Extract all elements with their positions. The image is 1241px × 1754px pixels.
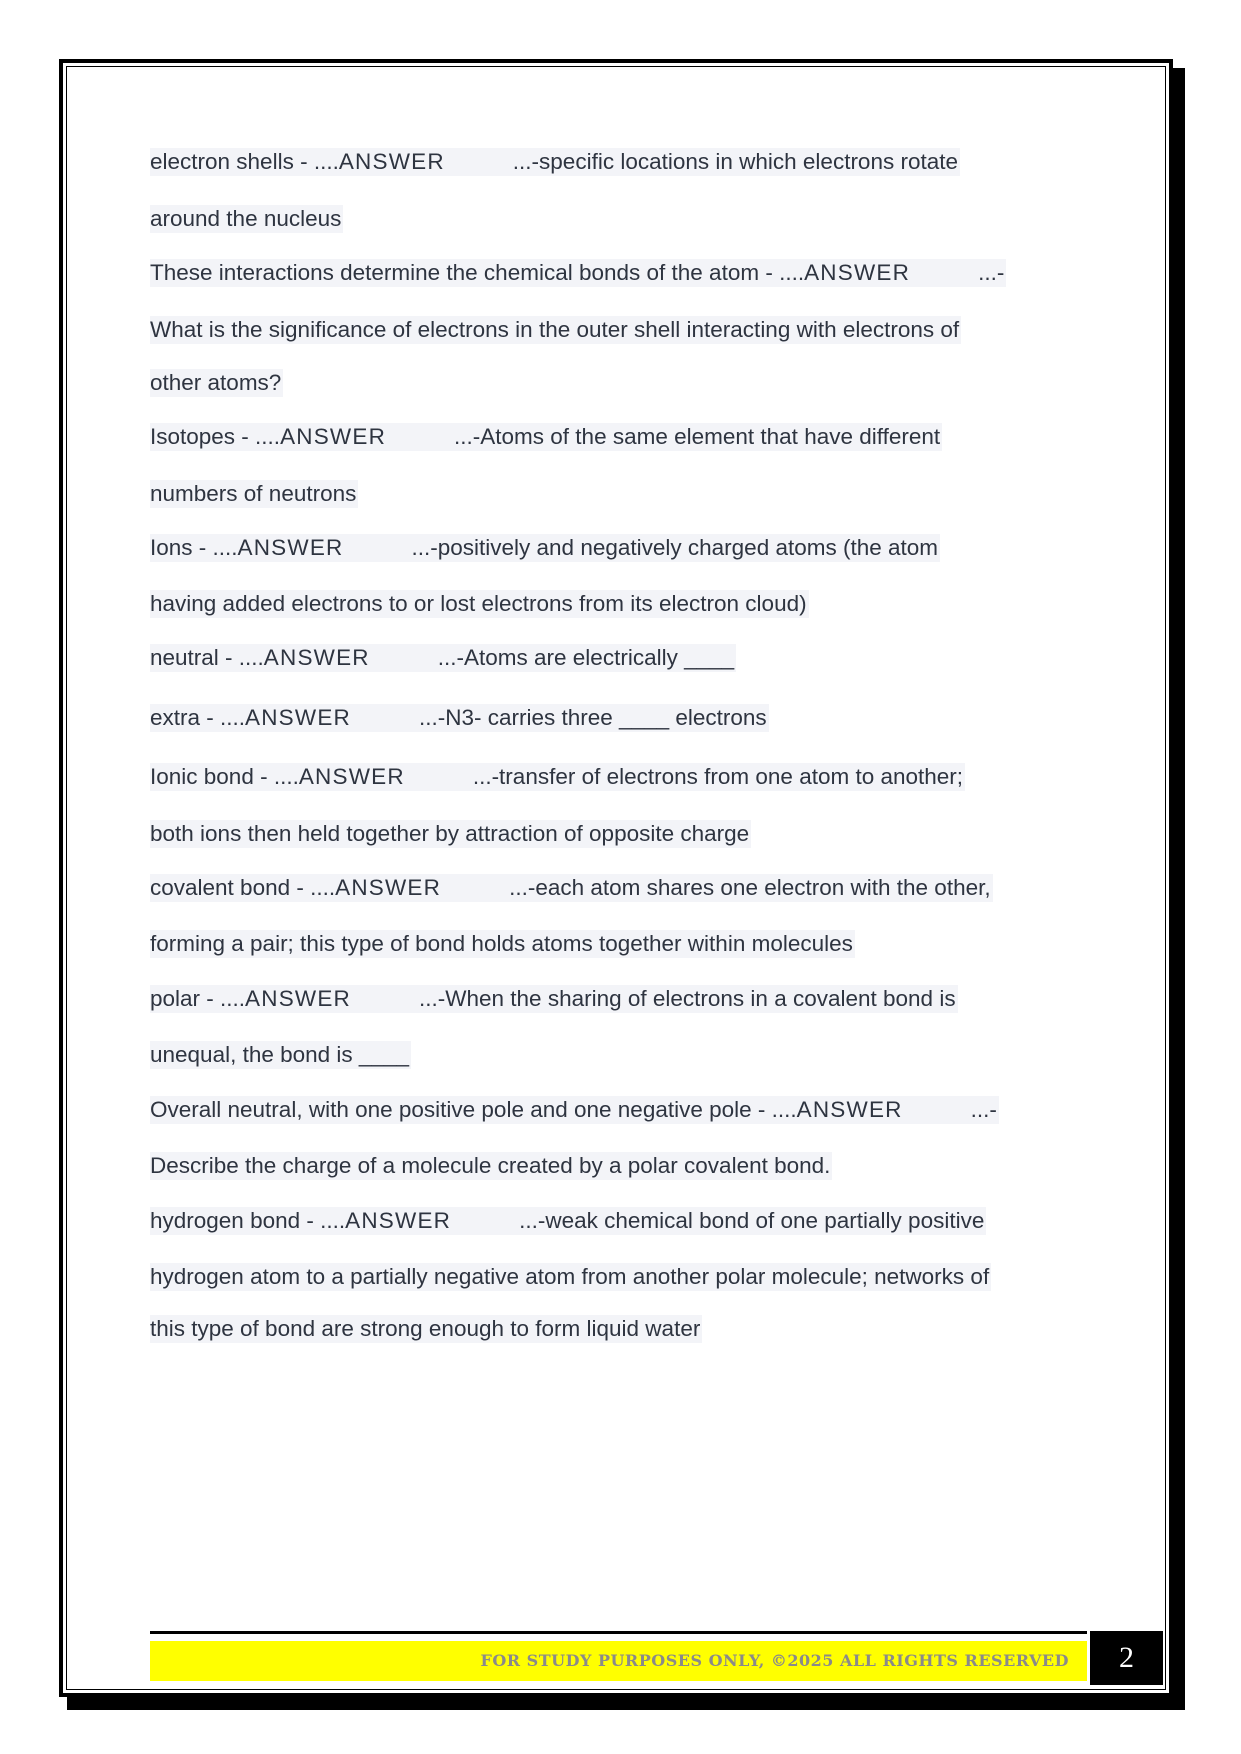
entry-term: polar - .... — [150, 986, 246, 1011]
flashcard-entry — [150, 874, 993, 902]
flashcard-entry — [150, 704, 769, 732]
flashcard-entry — [150, 1207, 986, 1235]
entry-continuation: around the nucleus — [150, 206, 342, 231]
entry-definition: ...-When the sharing of electrons in a covalent bond is — [419, 986, 956, 1011]
answer-label: ANSWER — [804, 260, 911, 285]
entry-continuation: this type of bond are strong enough to form liquid water — [150, 1316, 701, 1341]
flashcard-entry — [150, 644, 736, 672]
footer-rule — [150, 1631, 1087, 1634]
entry-term: Overall neutral, with one positive pole and one negative pole - .... — [150, 1097, 797, 1122]
entry-definition: ...-specific locations in which electrons rotate — [512, 149, 958, 174]
entry-continuation: having added electrons to or lost electrons from its electron cloud) — [150, 591, 807, 616]
entry-definition: ...-N3- carries three ____ electrons — [419, 705, 767, 730]
entry-continuation: unequal, the bond is ____ — [150, 1042, 409, 1067]
page-number: 2 — [1090, 1631, 1163, 1685]
footer-bar — [150, 1641, 1087, 1681]
entry-continuation: hydrogen atom to a partially negative atom from another polar molecule; networks of — [150, 1264, 990, 1289]
entry-term: neutral - .... — [150, 645, 264, 670]
flashcard-entry — [150, 259, 1006, 287]
entry-definition: ...-transfer of electrons from one atom to another; — [472, 764, 964, 789]
answer-label: ANSWER — [338, 149, 445, 174]
flashcard-entry — [150, 763, 965, 791]
entry-definition: ...- — [970, 1097, 997, 1122]
entry-term: Ions - .... — [150, 535, 238, 560]
entry-continuation: forming a pair; this type of bond holds atoms together within molecules — [150, 931, 853, 956]
entry-definition: ...-Atoms of the same element that have different — [454, 424, 941, 449]
entry-continuation: numbers of neutrons — [150, 481, 357, 506]
entry-term: hydrogen bond - .... — [150, 1208, 346, 1233]
entry-term: extra - .... — [150, 705, 246, 730]
answer-label: ANSWER — [245, 986, 352, 1011]
entry-definition: ...-Atoms are electrically ____ — [437, 645, 735, 670]
entry-term: covalent bond - .... — [150, 875, 336, 900]
answer-label: ANSWER — [237, 535, 344, 560]
answer-label: ANSWER — [245, 705, 351, 730]
footer-notice: FOR STUDY PURPOSES ONLY, ©2025 ALL RIGHTS RESERVED — [480, 1651, 1069, 1670]
entry-term: electron shells - .... — [150, 149, 339, 174]
entry-continuation: other atoms? — [150, 370, 282, 395]
answer-label: ANSWER — [280, 424, 387, 449]
entry-term: Ionic bond - .... — [150, 764, 299, 789]
flashcard-entry — [150, 1096, 999, 1124]
answer-label: ANSWER — [345, 1208, 452, 1233]
flashcard-entry — [150, 423, 942, 451]
entry-term: These interactions determine the chemical bonds of the atom - .... — [150, 260, 805, 285]
answer-label: ANSWER — [335, 875, 442, 900]
entry-definition: ...- — [978, 260, 1005, 285]
entry-definition: ...-weak chemical bond of one partially positive — [519, 1208, 985, 1233]
answer-label: ANSWER — [298, 764, 405, 789]
entry-continuation: What is the significance of electrons in the outer shell interacting with electrons of — [150, 317, 960, 342]
flashcard-entry — [150, 148, 960, 176]
entry-term: Isotopes - .... — [150, 424, 281, 449]
entry-continuation: Describe the charge of a molecule created by a polar covalent bond. — [150, 1153, 831, 1178]
answer-label: ANSWER — [796, 1097, 903, 1122]
entry-continuation: both ions then held together by attraction of opposite charge — [150, 821, 750, 846]
flashcard-entry — [150, 985, 958, 1013]
flashcard-entry — [150, 534, 940, 562]
entry-definition: ...-each atom shares one electron with the other, — [509, 875, 991, 900]
answer-label: ANSWER — [263, 645, 370, 670]
entry-definition: ...-positively and negatively charged atoms (the atom — [411, 535, 939, 560]
